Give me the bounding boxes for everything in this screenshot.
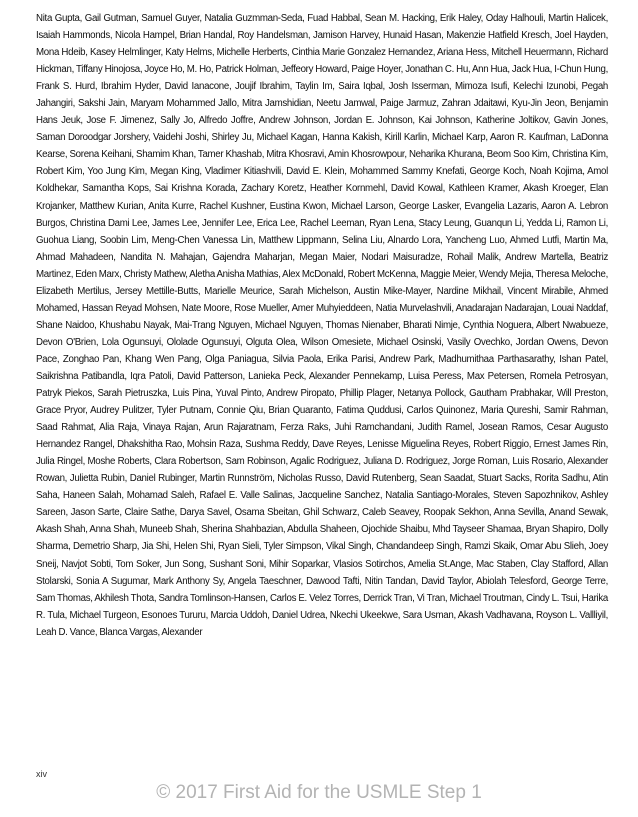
contributors-paragraph: Nita Gupta, Gail Gutman, Samuel Guyer, Natalia Guzmman-Seda, Fuad Habbal, Sean M. Hacking, Erik Haley, Oday Halhouli, Martin Halicek, Isaiah Hammonds, Nicola Hampel, Brian Handal, Roy Handelsman, Jamison Harvey, Hunaid Hasan, Makenzie Hatfield Kresch, Joel Hayden, Mona Hdeib, Kasey Helmlinger, Katy Helms, Michelle Herberts, Cinthia Marie Gonzalez Hernandez, Ariana Hess, Mitchell Heuermann, Richard Hickman, Tiffany Hinojosa, Joyce Ho, M. Ho, Patrick Holman, Jeffeory Howard, Paige Hoyer, Jonathan C. Hu, Ann Hua, Jack Hua, I-Chun Hung, Frank S. Hurd, Ibrahim Hyder, David Ianacone, Joujif Ibrahim, Taylin Im, Saira Iqbal, Josh Isserman, Mimoza Isufi, Kelechi Izunobi, Pegah Jahangiri, Sakshi Jain, Maryam Mohammed Jallo, Mitra Jamshidian, Neetu Jamwal, Paige Jarmuz, Zahran Jdaitawi, Kyu-Jin Jeon, Benjamin Hans Jeuk, Jose F. Jimenez, Sally Jo, Alfredo Joffre, Andrew Johnson, Jordan E. Johnson, Kai Johnson, Katherine Joltikov, Gavin Jones, Saman Doroodgar Jorshery, Vaidehi Joshi, Shirley Ju, Michael Kagan, Hanna Kakish, Kirill Karlin, Michael Karp, Aaron R. Kaufman, LaDonna Kearse, Sorena Keihani, Shamim Khan, Tamer Khashab, Mitra Khosravi, Amin Khosrowpour, Neharika Khurana, Beom Soo Kim, Christina Kim, Robert Kim, Yoo Jung Kim, Megan King, Vladimer Kitiashvili, David E. Klein, Mohammed Sammy Knefati, George Koch, Noah Kojima, Amol Koldhekar, Samantha Kops, Sai Krishna Korada, Zachary Koretz, Heather Kornmehl, David Kowal, Kathleen Kramer, Akash Kroeger, Elan Krojanker, Matthew Kurian, Anita Kurre, Rachel Kushner, Eustina Kwon, Michael Larson, George Lasker, Evangelia Lazaris, Aaron A. Lebron Burgos, Christina Dami Lee, James Lee, Jennifer Lee, Erica Lee, Rachel Leeman, Ryan Lena, Stacy Leung, Guanqun Li, Yedda Li, Ramon Li, Guohua Liang, Soobin Lim, Meng-Chen Vanessa Lin, Matthew Lippmann, Selina Liu, Alnardo Lora, Yancheng Luo, Ahmed Lutfi, Martin Ma, Ahmad Mahadeen, Nandita N. Mahajan, Gajendra Maharjan, Megan Maier, Nodari Maisuradze, Rohail Malik, Andrew Martella, Beatriz Martinez, Eden Marx, Christy Mathew, Aletha Anisha Mathias, Alex McDonald, Robert McKenna, Maggie Meier, Wendy Mejia, Theresa Meloche, Elizabeth Mertilus, Jersey Mettille-Butts, Marielle Meurice, Sarah Michelson, Austin Mike-Mayer, Nardine Mikhail, Vincent Mirabile, Ahmed Mohamed, Hassan Reyad Mohsen, Nate Moore, Rose Mueller, Amer Muhyieddeen, Natia Murvelashvili, Anadarajan Nadarajan, Louai Naddaf, Shane Naidoo, Khushabu Nayak, Mai-Trang Nguyen, Michael Nguyen, Thomas Nienaber, Bharati Nimje, Cynthia Noguera, Albert Nwabueze, Devon O'Brien, Lola Ogunsuyi, Ololade Ogunsuyi, Olguta Olea, Wilson Omesiete, Michael Osinski, Vasily Ovechko, Jordan Owens, Devon Pace, Zonghao Pan, Khang Wen Pang, Olga Paniagua, Silvia Paola, Erika Parisi, Andrew Park, Madhumithaa Parthasarathy, Ishan Patel, Saikrishna Patibandla, Iqra Patoli, David Patterson, Lanieka Peck, Alexander Pennekamp, Luisa Peress, Max Petersen, Romela Petrosyan, Patryk Piekos, Sarah Pietruszka, Luis Pina, Yuval Pinto, Andrew Piropato, Phillip Plager, Netanya Pollock, Gautham Prabhakar, Will Preston, Grace Pryor, Audrey Pulitzer, Tyler Putnam, Connie Qiu, Brian Quaranto, Fatima Quddusi, Carlos Quinonez, Maria Qureshi, Samir Rahman, Saad Rahmat, Alia Raja, Vinaya Rajan, Arun Rajaratnam, Ferza Raks, Juhi Ramchandani, Judith Ramel, Josean Ramos, Cesar Augusto Hernandez Rangel, Dhakshitha Rao, Mohsin Raza, Sushma Reddy, Dave Reyes, Lenisse Miguelina Reyes, Robert Riggio, Ernest James Rin, Julia Ringel, Moshe Roberts, Clara Robertson, Sam Robinson, Agalic Rodriguez, Juliana D. Rodriguez, Jorge Roman, Luis Rosario, Alexander Rowan, Julietta Rubin, Daniel Rubinger, Martin Runnström, Nicholas Russo, David Rutenberg, Sean Saadat, Stuart Sacks, Rorita Sadhu, Atin Saha, Haneen Salah, Mohamad Saleh, Rafael E. Valle Salinas, Jacqueline Sanchez, Natalia Santiago-Morales, Steven Sapozhnikov, Ashley Sareen, Jason Sarte, Claire Sathe, Darya Savel, Osama Sbeitan, Ghil Schwarz, Caleb Seavey, Roopak Sekhon, Anna Sevilla, Anand Sewak, Akash Shah, Anna Shah, Muneeb Shah, Sherina Shahbazian, Abdulla Shaheen, Ojochide Shaibu, Mhd Tayseer Shamaa, Bryan Shapiro, Dolly Sharma, Demetrio Sharp, Jia Shi, Helen Shi, Ryan Sieli, Tyler Simpson, Vikal Singh, Chandandeep Singh, Ramzi Skaik, Omar Abu Slieh, Joey Sneij, Navjot Sobti, Tom Soker, Jun Song, Sushant Soni, Mihir Soparkar, Vlasios Sotirchos, Amelia St.Ange, Mac Staben, Clay Stafford, Allan Stolarski, Sonia A Sugumar, Mark Anthony Sy, Angela Taeschner, Dawood Tafti, Nitin Tandan, David Taylor, Abiolah Telesford, George Terre, Sam Thomas, Akhilesh Thota, Sandra Tomlinson-Hansen, Carlos E. Velez Torres, Derrick Tran, Vi Tran, Michael Troutman, Cindy L. Tsui, Harika R. Tula, Michael Turgeon, Esonoes Tururu, Marcia Uddoh, Daniel Udrea, Nkechi Ukeekwe, Sara Usman, Akash Vadhavana, Royson L. Vallliyil, Leah D. Vance, Blanca Vargas, Alexander	[36, 13, 608, 638]
copyright-watermark: © 2017 First Aid for the USMLE Step 1	[156, 782, 482, 803]
page-number: xiv	[36, 769, 47, 779]
